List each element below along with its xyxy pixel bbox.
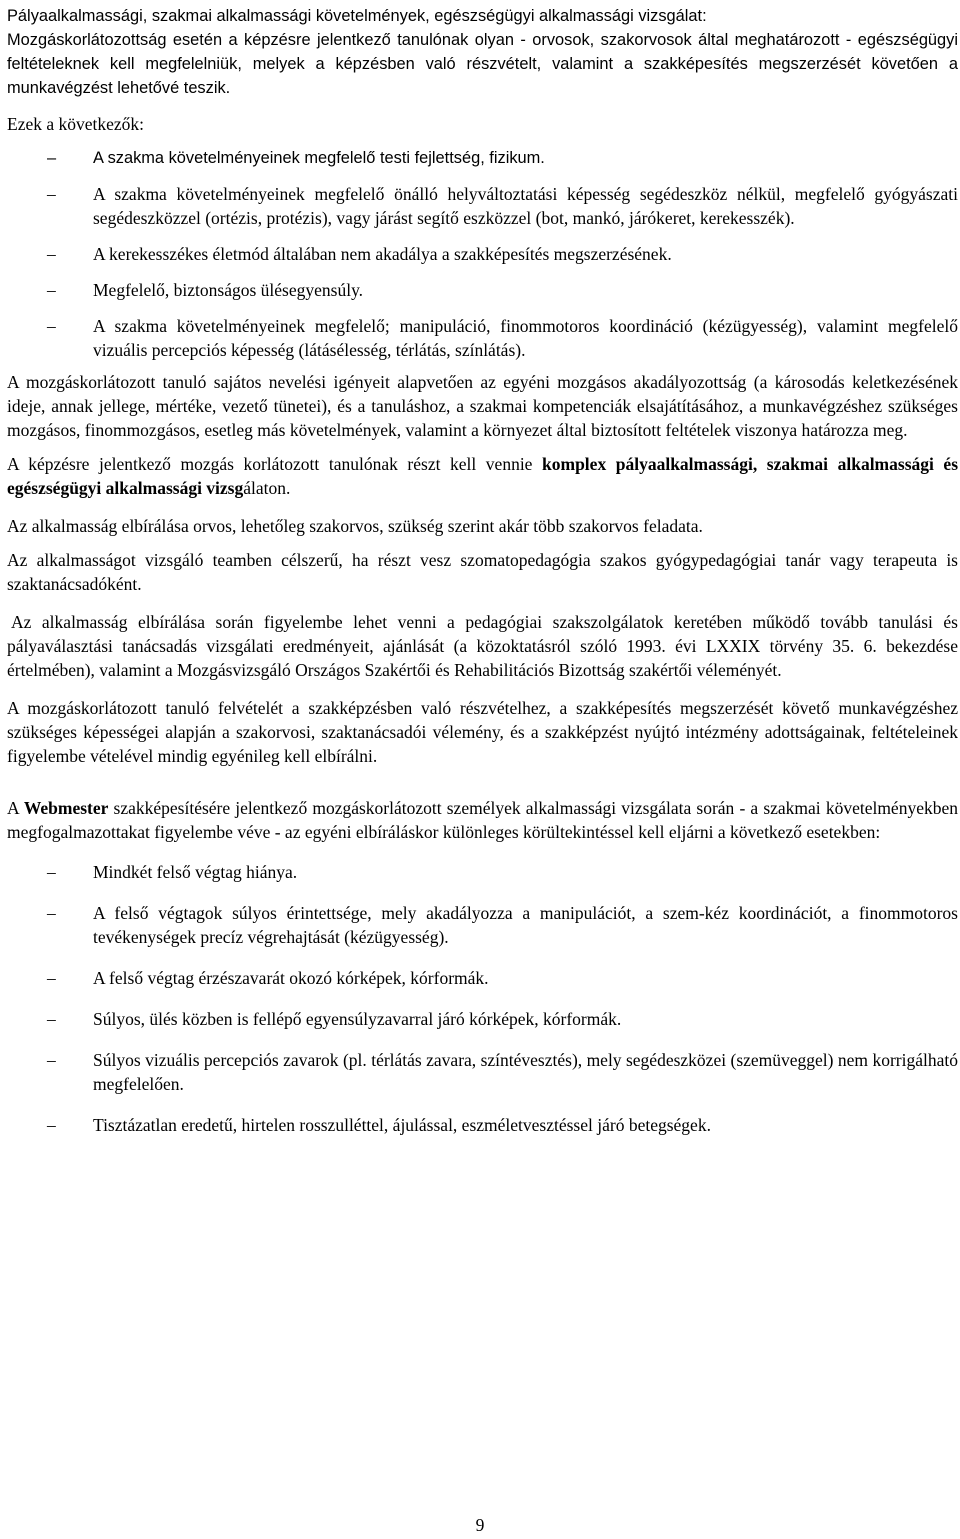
list-item: – A szakma követelményeinek megfelelő; manipuláció, finommotoros koordináció (kézügyesség), valamint megfelelő vizuális percepciós képesség (látásélesség, térlátás, színlátás). (7, 314, 958, 362)
team-paragraph: Az alkalmasságot vizsgáló teamben célszerű, ha részt vesz szomatopedagógia szakos gyógypedagógiai tanár vagy terapeuta is szaktanácsadóként. (7, 550, 958, 594)
services-paragraph: Az alkalmasság elbírálása során figyelembe lehet venni a pedagógiai szakszolgálatok keretében működő tovább tanulási és pályaválasztási tanácsadás vizsgálati eredményeit, ajánlását (a közoktatásról szóló 1993. évi LXXIX törvény 35. 6. bekezdése értelmében), valamint a Mozgásvizsgáló Országos Szakértői és Rehabilitációs Bizottság szakértői véleményét. (7, 612, 958, 680)
exam-emphasis: komplex pályaalkalmassági, szakmai alkalmassági és egészségügyi alkalmassági vizsg (7, 454, 959, 498)
exam-paragraph: A képzésre jelentkező mozgás korlátozott tanulónak részt kell vennie komplex pályaalkalmassági, szakmai alkalmassági és egészségügyi alkalmassági vizsgálaton. (7, 454, 959, 498)
list-item: – Súlyos, ülés közben is fellépő egyensúlyzavarral járó kórképek, kórformák. (7, 1007, 958, 1031)
dash-bullet (47, 278, 74, 302)
webmester-paragraph: A Webmester szakképesítésére jelentkező mozgáskorlátozott személyek alkalmassági vizsgálata során - a szakmai követelményekben megfogalmazottakat figyelembe véve - az egyéni elbíráláskor különleges körültekintéssel kell eljárni a következő esetekben: (7, 798, 958, 842)
dash-bullet (47, 314, 74, 338)
dash-bullet (47, 242, 74, 266)
list-item: – A szakma követelményeinek megfelelő testi fejlettség, fizikum. (7, 146, 958, 170)
dash-bullet (47, 146, 74, 170)
list-intro: Ezek a következők: (7, 114, 145, 134)
list-item: – A felső végtagok súlyos érintettsége, mely akadályozza a manipulációt, a szem-kéz koordinációt, a finommotoros tevékenységek precíz végrehajtását (kézügyesség). (7, 901, 958, 949)
list-item: – Megfelelő, biztonságos ülésegyensúly. (7, 278, 958, 302)
dash-bullet (47, 1007, 74, 1031)
cases-list (7, 860, 958, 1137)
dash-bullet (47, 182, 74, 206)
dash-bullet (47, 901, 74, 925)
doctor-paragraph: Az alkalmasság elbírálása orvos, lehetőleg szakorvos, szükség szerint akár több szakorvos feladata. (7, 516, 703, 536)
webmester-emphasis: Webmester (23, 798, 109, 818)
admission-paragraph: A mozgáskorlátozott tanuló felvételét a szakképzésben való részvételhez, a szakképesítés megszerzését követő munkavégzéshez szükséges képességei alapján a szakorvosi, szaktanácsadói vélemény, és a szakképzést nyújtó intézmény adottságainak, feltételeinek figyelembe vételével mindig egyénileg kell elbírálni. (7, 698, 958, 766)
list-item: – Tisztázatlan eredetű, hirtelen rosszulléttel, ájulással, eszméletvesztéssel járó betegségek. (7, 1113, 958, 1137)
intro-paragraph: Mozgáskorlátozottság esetén a képzésre jelentkező tanulónak olyan - orvosok, szakorvosok által meghatározott - egészségügyi feltételeknek kell megfelelniük, melyek a képzésben való részvételt, valamint a szakképesítés megszerzését követően a munkavégzést lehetővé teszik. (7, 31, 958, 97)
list-item: – Mindkét felső végtag hiánya. (7, 860, 958, 884)
dash-bullet (47, 1113, 74, 1137)
dash-bullet (47, 1048, 74, 1072)
page-number: 9 (475, 1515, 485, 1535)
section-heading: Pályaalkalmassági, szakmai alkalmassági követelmények, egészségügyi alkalmassági vizsgálat: (7, 7, 707, 25)
list-item: – Súlyos vizuális percepciós zavarok (pl. térlátás zavara, színtévesztés), mely segédeszközei (szemüveggel) nem korrigálható megfelelően. (7, 1048, 958, 1096)
list-item: – A kerekesszékes életmód általában nem akadálya a szakképesítés megszerzésének. (7, 242, 958, 266)
dash-bullet (47, 860, 74, 884)
conditions-list (7, 146, 958, 362)
needs-paragraph: A mozgáskorlátozott tanuló sajátos nevelési igényeit alapvetően az egyéni mozgásos akadályozottság (a károsodás keletkezésének ideje, annak jellege, mértéke, vezető tünetei), és a tanuláshoz, a szakmai kompetenciák elsajátításához, a munkavégzéshez szükséges mozgásos, finommozgásos, esetleg más követelmények, valamint a környezet által biztosított feltételek viszonya határozza meg. (7, 372, 958, 440)
list-item: – A szakma követelményeinek megfelelő önálló helyváltoztatási képesség segédeszköz nélkül, megfelelő gyógyászati segédeszközzel (ortézis, protézis), vagy járást segítő eszközzel (bot, mankó, járókeret, kerekesszék). (7, 182, 958, 230)
dash-bullet (47, 966, 74, 990)
list-item: – A felső végtag érzészavarát okozó kórképek, kórformák. (7, 966, 958, 990)
